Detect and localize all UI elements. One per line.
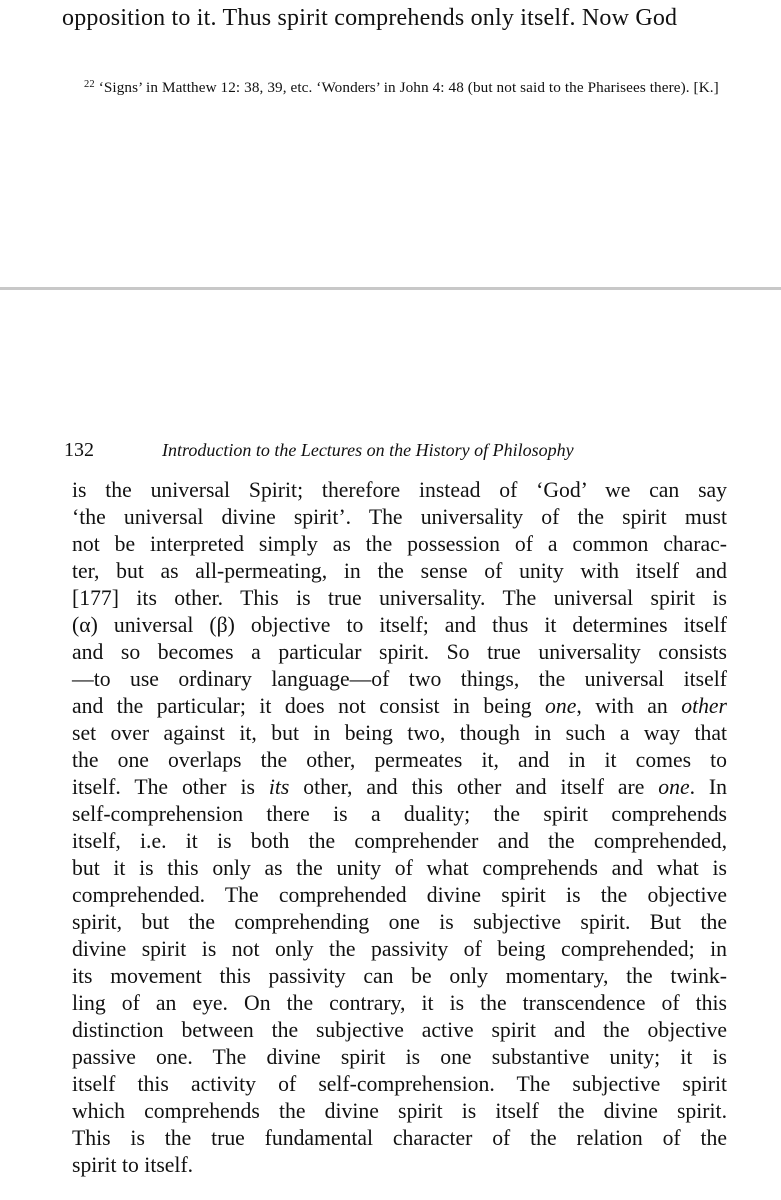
emphasis: one [658, 775, 690, 799]
text-line: ter, but as all-permeating, in the sense of unity with itself and [72, 559, 727, 583]
text-line: spirit to itself. [72, 1153, 194, 1177]
footnote [62, 75, 742, 98]
text-line: ‘the universal divine spirit’. The universality of the spirit must [72, 505, 727, 529]
text-line: distinction between the subjective active spirit and the objective [72, 1018, 727, 1042]
footnote-number: 22 [84, 79, 95, 90]
text-line: itself. The other is its other, and this other and itself are one. In [72, 775, 727, 799]
text-line: passive one. The divine spirit is one substantive unity; it is [72, 1045, 727, 1069]
text-line: (α) universal (β) objective to itself; and thus it determines itself [72, 613, 727, 637]
text-line: divine spirit is not only the passivity of being comprehended; in [72, 937, 727, 961]
text-line: is the universal Spirit; therefore instead of ‘God’ we can say [72, 478, 727, 502]
emphasis: one [545, 694, 577, 718]
text-line: spirit, but the comprehending one is subjective spirit. But the [72, 910, 727, 934]
text-line: [177] its other. This is true universality. The universal spirit is [72, 586, 727, 610]
text-line: its movement this passivity can be only momentary, the twink- [72, 964, 727, 988]
text-line: comprehended. The comprehended divine spirit is the objective [72, 883, 727, 907]
previous-page-last-line: opposition to it. Thus spirit comprehends only itself. Now God [62, 5, 678, 31]
page-number: 132 [64, 439, 94, 461]
text-line: and the particular; it does not consist in being one, with an other [72, 694, 727, 718]
text-line: ling of an eye. On the contrary, it is the transcendence of this [72, 991, 727, 1015]
text-line: not be interpreted simply as the possession of a common charac- [72, 532, 727, 556]
text-line: itself this activity of self-comprehension. The subjective spirit [72, 1072, 727, 1096]
book-page [0, 290, 781, 1200]
running-head [62, 436, 742, 464]
body-text [72, 477, 727, 1179]
text-line: but it is this only as the unity of what comprehends and what is [72, 856, 727, 880]
emphasis: its [268, 775, 290, 799]
text-line: which comprehends the divine spirit is itself the divine spirit. [72, 1099, 727, 1123]
previous-page-fragment [0, 0, 781, 287]
running-title: Introduction to the Lectures on the History of Philosophy [162, 440, 574, 460]
text-line: —to use ordinary language—of two things, the universal itself [72, 667, 727, 691]
text-line: set over against it, but in being two, though in such a way that [72, 721, 727, 745]
emphasis: other [681, 694, 727, 718]
text-line: and so becomes a particular spirit. So true universality consists [72, 640, 727, 664]
text-line: the one overlaps the other, permeates it, and in it comes to [72, 748, 727, 772]
text-line: self-comprehension there is a duality; the spirit comprehends [72, 802, 727, 826]
text-line: This is the true fundamental character of the relation of the [72, 1126, 727, 1150]
footnote-text: ‘Signs’ in Matthew 12: 38, 39, etc. ‘Wonders’ in John 4: 48 (but not said to the Pharisees there). [K.] [98, 79, 719, 96]
text-line: itself, i.e. it is both the comprehender and the comprehended, [72, 829, 727, 853]
